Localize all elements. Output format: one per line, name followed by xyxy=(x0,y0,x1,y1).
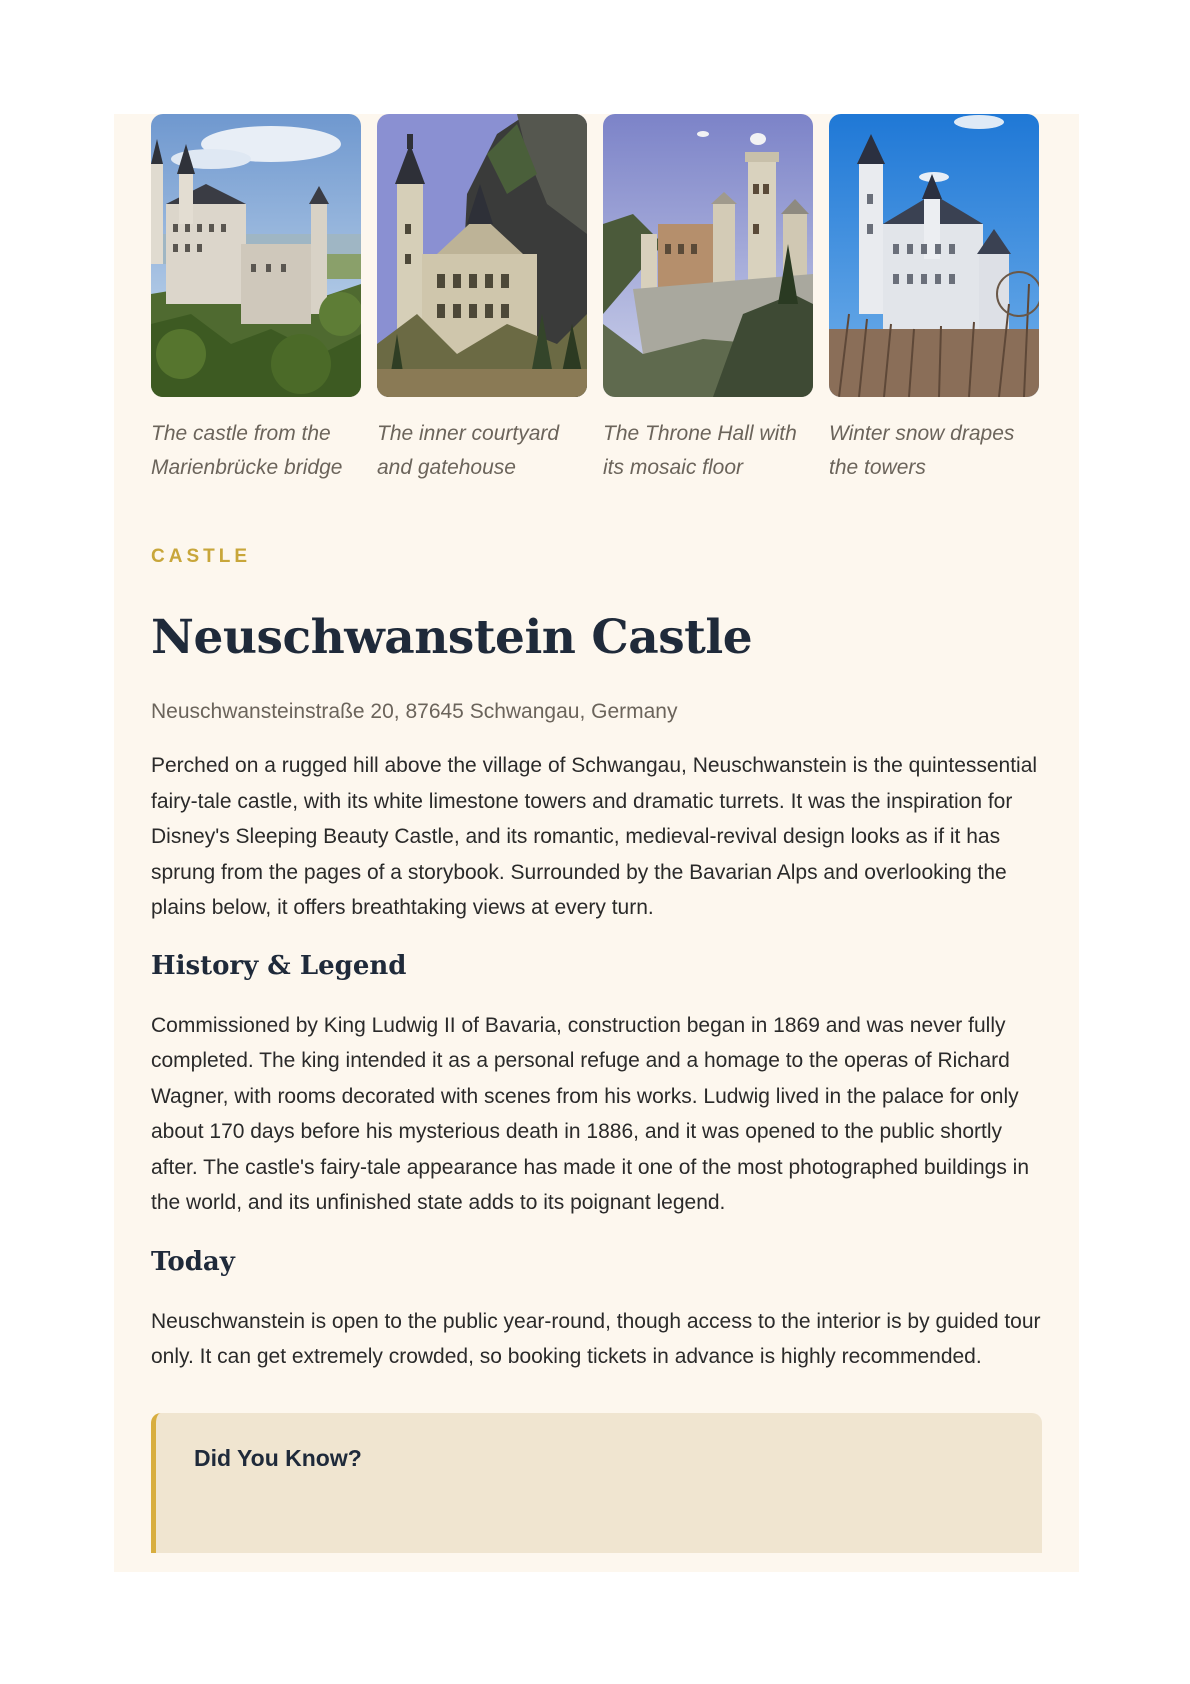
today-heading: Today xyxy=(151,1246,235,1277)
throne-hall-photo[interactable] xyxy=(603,114,813,397)
history-heading: History & Legend xyxy=(151,950,407,981)
photo-caption: The inner courtyard and gatehouse xyxy=(377,422,560,479)
category-label: CASTLE xyxy=(151,546,251,567)
article-page xyxy=(114,114,1079,1572)
did-you-know-callout xyxy=(151,1413,1042,1553)
today-paragraph: Neuschwanstein is open to the public year-round, though access to the interior is by guided tour only. It can get extremely crowded, so booking tickets in advance is highly recommended. xyxy=(151,1309,1041,1368)
gallery-item xyxy=(377,114,587,485)
winter-towers-photo[interactable] xyxy=(829,114,1039,397)
gallery-item xyxy=(603,114,813,485)
photo-caption: Winter snow drapes the towers xyxy=(829,422,1015,479)
photo-caption: The Throne Hall with its mosaic floor xyxy=(603,422,797,479)
page-title: Neuschwanstein Castle xyxy=(151,610,753,665)
address: Neuschwansteinstraße 20, 87645 Schwangau, Germany xyxy=(151,700,678,723)
photo-gallery xyxy=(151,114,1042,485)
intro-paragraph: Perched on a rugged hill above the village of Schwangau, Neuschwanstein is the quintessential fairy-tale castle, with its white limestone towers and dramatic turrets. It was the inspiration for Disney's Sleeping Beauty Castle, and its romantic, medieval-revival design looks as if it has sprung from the pages of a storybook. Surrounded by the Bavarian Alps and overlooking the plains below, it offers breathtaking views at every turn. xyxy=(151,754,1038,919)
gallery-item xyxy=(151,114,361,485)
castle-from-bridge-photo[interactable] xyxy=(151,114,361,397)
history-paragraph: Commissioned by King Ludwig II of Bavaria, construction began in 1869 and was never fully completed. The king intended it as a personal refuge and a homage to the operas of Richard Wagner, with rooms decorated with scenes from his works. Ludwig lived in the palace for only about 170 days before his mysterious death in 1886, and it was opened to the public shortly after. The castle's fairy-tale appearance has made it one of the most photographed buildings in the world, and its unfinished state adds to its poignant legend. xyxy=(151,1013,1030,1214)
callout-title: Did You Know? xyxy=(194,1444,362,1471)
gallery-item xyxy=(829,114,1039,485)
courtyard-gatehouse-photo[interactable] xyxy=(377,114,587,397)
photo-caption: The castle from the Marienbrücke bridge xyxy=(151,422,343,479)
